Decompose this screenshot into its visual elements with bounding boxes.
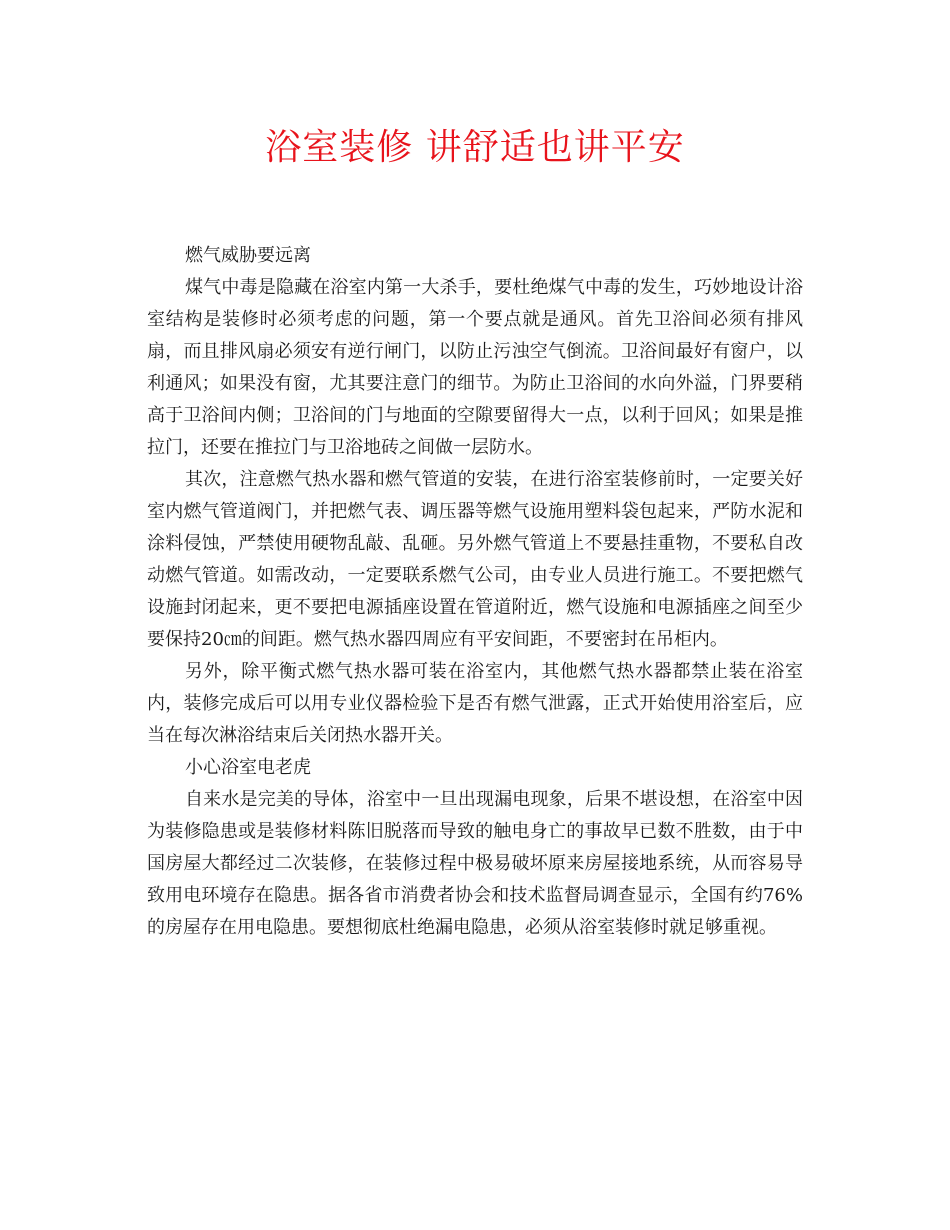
- paragraph: 其次，注意燃气热水器和燃气管道的安装，在进行浴室装修前时，一定要关好室内燃气管道阀门，并把燃气表、调压器等燃气设施用塑料袋包起来，严防水泥和涂料侵蚀，严禁使用硬物乱敲、乱砸。另外燃气管道上不要悬挂重物，不要私自改动燃气管道。如需改动，一定要联系燃气公司，由专业人员进行施工。不要把燃气设施封闭起来，更不要把电源插座设置在管道附近，燃气设施和电源插座之间至少要保持20㎝的间距。燃气热水器四周应有平安间距，不要密封在吊柜内。: [147, 469, 803, 650]
- paragraph: 另外，除平衡式燃气热水器可装在浴室内，其他燃气热水器都禁止装在浴室内，装修完成后可以用专业仪器检验下是否有燃气泄露，正式开始使用浴室后，应当在每次淋浴结束后关闭热水器开关。: [147, 661, 803, 746]
- document-title: 浴室装修 讲舒适也讲平安: [265, 127, 685, 168]
- document-body: [147, 240, 803, 944]
- section-heading: 燃气威胁要远离: [185, 245, 311, 266]
- paragraph: 煤气中毒是隐藏在浴室内第一大杀手，要杜绝煤气中毒的发生，巧妙地设计浴室结构是装修时必须考虑的问题，第一个要点就是通风。首先卫浴间必须有排风扇，而且排风扇必须安有逆行闸门，以防止污浊空气倒流。卫浴间最好有窗户，以利通风；如果没有窗，尤其要注意门的细节。为防止卫浴间的水向外溢，门界要稍高于卫浴间内侧；卫浴间的门与地面的空隙要留得大一点，以利于回风；如果是推拉门，还要在推拉门与卫浴地砖之间做一层防水。: [147, 277, 803, 458]
- paragraph: 自来水是完美的导体，浴室中一旦出现漏电现象，后果不堪设想，在浴室中因为装修隐患或是装修材料陈旧脱落而导致的触电身亡的事故早已数不胜数，由于中国房屋大都经过二次装修，在装修过程中极易破坏原来房屋接地系统，从而容易导致用电环境存在隐患。据各省市消费者协会和技术监督局调查显示，全国有约76%的房屋存在用电隐患。要想彻底杜绝漏电隐患，必须从浴室装修时就足够重视。: [147, 789, 803, 938]
- section-heading: 小心浴室电老虎: [185, 757, 311, 778]
